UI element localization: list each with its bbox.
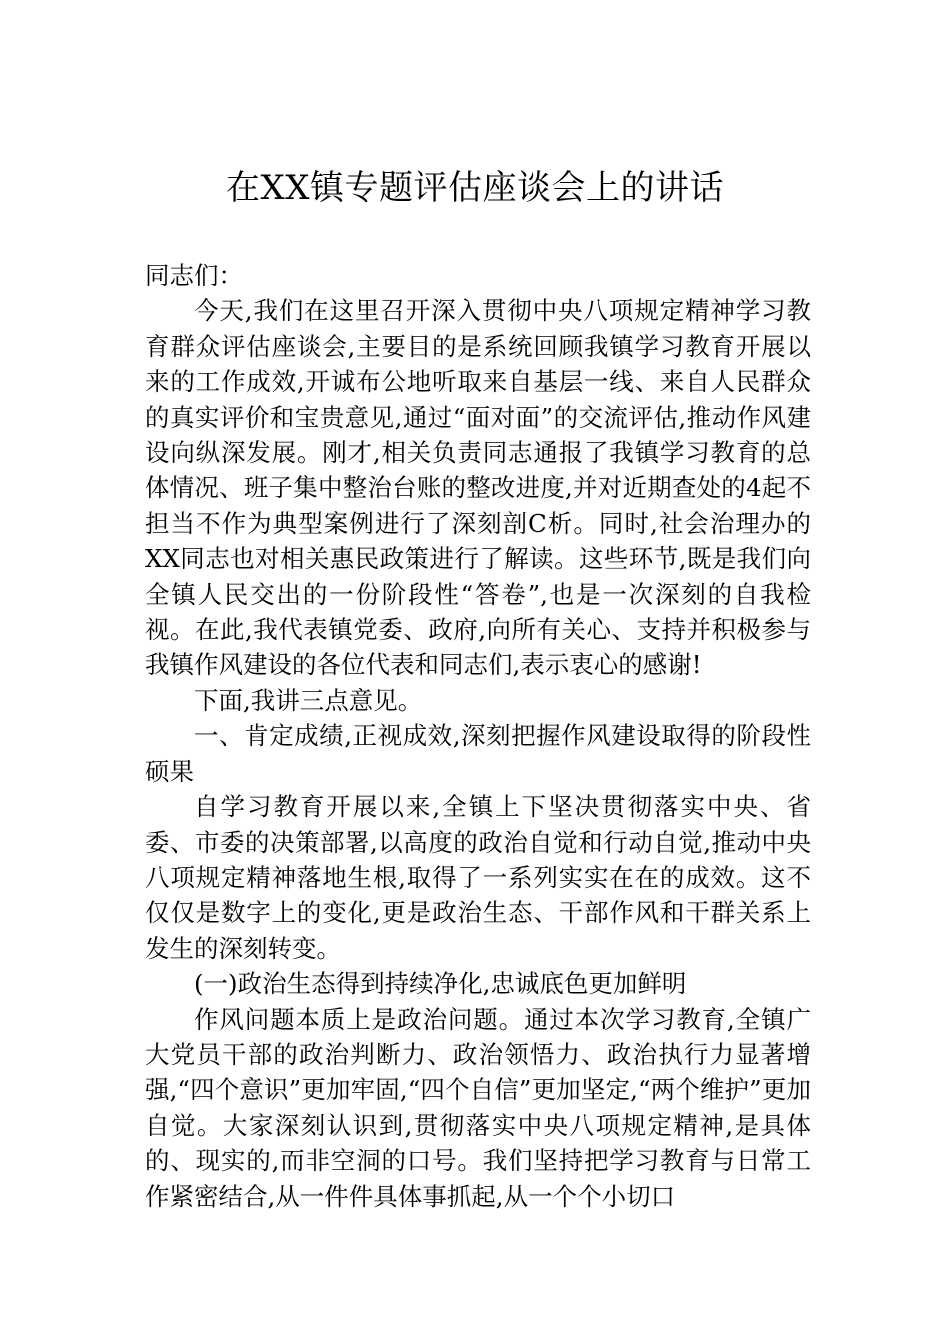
document-body [145,258,811,1214]
paragraph-transition: 下面,我讲三点意见。 [194,685,423,715]
document-title: 在XX镇专题评估座谈会上的讲话 [226,168,724,208]
paragraph-subsection-1-1: 作风问题本质上是政治问题。通过本次学习教育,全镇广大党员干部的政治判断力、政治领悟力、政治执行力显著增强,“四个意识”更加牢固,“四个自信”更加坚定,“两个维护”更加自觉。大家深刻认识到,贯彻落实中央八项规定精神,是具体的、现实的,而非空洞的口号。我们坚持把学习教育与日常工作紧密结合,从一件件具体事抓起,从一个个小切口 [145,1004,811,1211]
paragraph-section-1: 自学习教育开展以来,全镇上下坚决贯彻落实中央、省委、市委的决策部署,以高度的政治自觉和行动自觉,推动中央八项规定精神落地生根,取得了一系列实实在在的成效。这不仅仅是数字上的变化,更是政治生态、干部作风和干群关系上发生的深刻转变。 [145,792,811,963]
subsection-heading-1-1: (一)政治生态得到持续净化,忠诚底色更加鲜明 [194,969,687,999]
salutation: 同志们： [145,261,243,290]
paragraph-intro: 今天,我们在这里召开深入贯彻中央八项规定精神学习教育群众评估座谈会,主要目的是系统回顾我镇学习教育开展以来的工作成效,开诚布公地听取来自基层一线、来自人民群众的真实评价和宝贵意见,通过“面对面”的交流评估,推动作风建设向纵深发展。刚才,相关负责同志通报了我镇学习教育的总体情况、班子集中整治台账的整改进度,并对近期查处的4起不担当不作为典型案例进行了深刻剖C析。同时,社会治理办的XX同志也对相关惠民政策进行了解读。这些环节,既是我们向全镇人民交出的一份阶段性“答卷”,也是一次深刻的自我检视。在此,我代表镇党委、政府,向所有关心、支持并积极参与我镇作风建设的各位代表和同志们,表示衷心的感谢! [145,296,811,680]
section-heading-1: 一、肯定成绩,正视成效,深刻把握作风建设取得的阶段性硕果 [145,721,811,786]
